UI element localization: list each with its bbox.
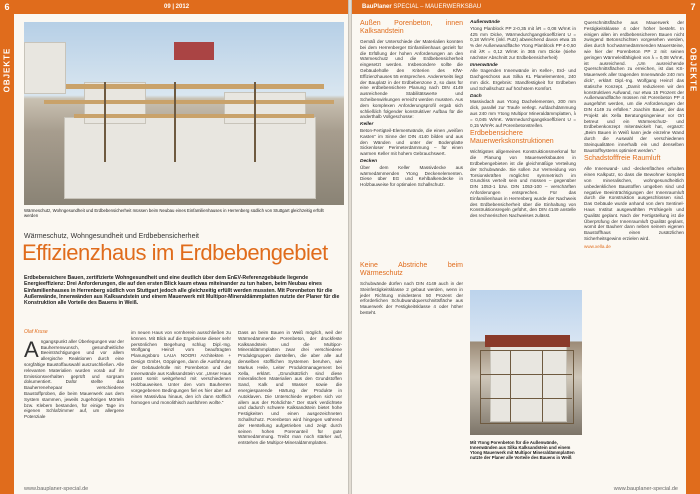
right-col2-para-3: Massivdach aus Ytong Dachelementen, 200 mm dick, parallel zur Traufe verlegt. Aufdachdämmung aus 240 mm Ytong Multipor Mineraldämmplatten, λ = 0,045 W/mK. Wärmedurchgangskoeffizient U = 0,15 W/m²K auf Porenbetonstreifen. [470,99,576,128]
section-heading-erdbeben: Erdbebensichere Mauerwerkskonstruktionen [470,130,554,146]
right-column-1 [360,20,463,190]
footer-url-left[interactable]: www.bauplaner-special.de [24,486,89,492]
section-tab-right [686,0,700,494]
column-1-text: ngangspunkt aller Überlegungen war der Bauherrenwunsch, gesundheitliche Beeinträchtigungen und vor allem allergische Reaktionen durch eine sorgfältige Baustoffauswahl auszuschließen. Alle relevanten Materialien wurden vorab auf ihr Emissionsverhalten geprüft und sorgsam dokumentiert. Dafür stellte das Bauherrenehepaar verschiedene Baustoffproben, die beim Mauerwerk aus dem System stammen, jeweils zugehörigen Mörteln bzw. Klebern bestanden, für einige Tage im eigenen Schlafzimmer auf, um allergene Potenziale [24,338,124,420]
article-column-2: im neuen Haus von vornherein ausschließen zu können. Mit Blick auf die Ergebnisse dieser sehr persönlichen Begehung schlug Dipl.-Ing. Wolfgang Heinzl vom beauftragten Planungsbüro LAUA NOORI Architekten + Design GmbH, Göppingen, dann die Ausführung der Gebäudehülle mit Porenbeton und der Innenwände aus Kalksandstein vor. „Unser Haus passt somit weitgehend mit verschiedenen Holzbauweisen. Unter den vom Bauherren vorgegebenen Bedingungen fiel es hier aber auf einen Massivbau hinaus, den ich dann stofflich homogen und monolithisch ausführen wollte.“ [131,330,231,405]
section-label-left: OBJEKTE [2,47,12,93]
footer-url-right[interactable]: www.bauplaner-special.de [613,486,678,492]
photo-caption-right: Mit Ytong Porenbeton für die Außenwände, Innenwänden aus Silka Kalksandstein und einem Ytong Mauerwerk mit Multipor Mineraldämmplatten nutzte der Planer alle Vorteile des Bauens in Weiß [470,440,575,460]
page-number-left: 6 [4,2,10,12]
right-column-1-lower [360,262,463,318]
article-column-3: Dass an beim Bauen in Weiß möglich, weil der Wärmedämmende Porenbeton, der druckfeste Kalksandstein und die Multipor-Mineraldämmplatten zwar drei verschiedene Produktgruppen darstellen, die aber alle auf denselben stofflichen Systemen beruhen, wie Markus Heile, Leiter Produktmanagement bei Xella, erklärt. „Grundsätzlich sind diese mineralischen Materialien aus den Grundstoffen Sand, Kalk und Wasser sowie die energiesparende Härtung der Produkte in Autoklaven. Die Unterschiede ergeben sich vor allem aus der Rohdichte.“ Der stark verdichtete und dadurch schwere Kalksandstein bietet hohe Festigkeiten und einen ausgezeichneten Schallschutz. Porenbeton wird hingegen während der Herstellung aufgetrieben und zeigt durch seinen hohen Porenanteil für gute Wärmedämmung. Treibt man noch stärker auf, entstehen die Multipor-Mineraldämmplatten. [238,330,342,446]
article-column-1 [24,330,124,420]
right-col1-lower-para: Schubwände dürfen nach DIN 4149 auch in der Steinfestigkeitsklasse 2 gebaut werden, wenn in jeder Richtung mindestens 50 Prozent der erforderlichen Schubwandquerschnittsfläche aus Mauerwerk der Festigkeitsklasse 4 oder höher besteht. [360,281,463,315]
xella-link[interactable]: www.xella.de [584,243,611,249]
right-col1-para-3: Über dem Keller Massivdecke aus wärmedämmenden Ytong Deckenelementen. Diese über EG und Kehlbalkendecke in Holzbauweise für optimalen Schallschutz. [360,164,463,188]
right-col2-para-4: Wichtigstes allgemeines Konstruktionsmerkmal für die Planung von Mauerwerksbauten in Erdbebengebieten ist die gleichmäßige Verteilung der Schubwände. Sie sollen zur Vermeidung von Torsionskräften möglichst symmetrisch im Grundriss verteilt sein und müssen – gegenüber DIN 1053-1 bzw. DIN 1053-100 – verschärften Anforderungen entsprechen. Für das Einfamilienhaus in Herrenberg wurde der Nachweis des Erdbebensicherheit über die Einhaltung von Konstruktionsregeln geführt, den DIN 4149 anstelle des rechnerischen Nachweises zulässt. [470,149,576,219]
dropcap-letter: A [24,336,39,362]
right-col3-para-2: Alle Innenwand- und -deckenflächen erhalten einen Kalkputz, so dass die Bewohner komplett von mineralischen, wohngesundheitlich unbedenklichen Baustoffen umgeben sind und negative Beeinträchtigungen der Innenraumluft durch die Konstruktion ausgeschlossen sind. Das Gebäude wurde anhand von dem Sentinel-Haus Institut ausgewählten Prüfsiegeln und Qualität geplant. Nach der Fertigstellung ist die Überprüfung der Innenraumluft Qualität geplant, womit der Bauherr dann neben seinem eigenen Baustoffhaus einen zusätzlichen Sicherheitsgewinn erzielen wird. [584,166,684,241]
right-page [352,0,700,494]
subheading-innenwaende: Innenwände [470,62,498,68]
subheading-decken: Decken [360,158,378,164]
article-kicker: Wärmeschutz, Wohngesundheit und Erdbebensicherheit [24,233,199,240]
right-col1-para-2: Beton-Fertigteil-Elementwände, die einen „weißen Kasten“ im Sinne der DIN 4140 bilden und aus den Wänden und unter der Bodenplatte Sickenloser Perimeterdämmung – für einen warmen Keller mit hohem Gebrauchswert. [360,127,463,157]
right-column-2 [470,20,576,221]
article-headline: Effizienzhaus im Erdbebengebiet [22,240,328,265]
subheading-keller: Keller [360,122,374,128]
right-col3-para-1: Querschnittsfläche aus Mauerwerk der Festigkeitsklasse 4 oder höher besteht. In einigen allen im erdbebensicheren Bauen nicht zwingend Betonschichten vorgesehen werden, dies durch hochwärmedämmenden Mauersteine, wie hier der Porenbeton PP 2 mit seinen geringen Wärmeleitfähigkeit von λ = 0,08 W/mK, ist ausreichend. „Um ausreichende Querschnittsflächen zu erreichen, ist das KS-Mauerwerk aller tragenden Innenwände 240 mm dick“, erklärt Dipl.-Ing. Wolfgang Heinzl das statische Konzept. „Damit reduzieren wir den konstruktiven Aufwand, nur etwa 15 Prozent der Außenwandfläche müssen mit Porenbeton PP 4 ausgeführt werden, um die Anforderungen der DIN 4149 zu erfüllen.“ Joachim Bauer, der das Projekt als Xella Beratungsingenieur vor Ort betreut und ein Wärmeschutz- und Erdbebenkonzept mitentwickelt hat, ergänzt: „Beim Bauen in Weiß kann jede einzelne Wand durch die Auswahl der verschiedenen Steinqualitäten innerhalb ein und denselben Baustoffsystems optimiert werden.“ [584,20,684,153]
header-left [14,0,348,14]
right-column-3 [584,20,684,251]
subheading-dach: Dach [470,93,482,99]
magazine-title: BauPlaner SPECIAL – MAUERWERKSBAU [362,4,482,10]
scaffold-house-photo [470,290,582,435]
section-heading-porenbeton: Außen Porenbeton, innen Kalksandstein [360,20,463,35]
header-right [352,0,686,14]
page-number-right: 7 [690,2,696,12]
subheading-aussenwaende: Außenwände [470,20,500,25]
left-page [0,0,348,494]
right-col2-para-2: Alle tragenden Innenwände im Keller-, Erd- und Dachgeschoss aus Silka KL Planelementen, 240 mm dick. Ergebnis: Standfestigkeit für Erdbeben und Schallschutz auf höchstem Komfort. [470,68,576,91]
author-name: Olaf Kruse [24,329,48,335]
right-col1-para-1: Gemäß der Unterschiede der Materialien konnten bei dem Herrenberger Einfamilienhaus gezielt für die Erfüllung der hohen Anforderungen an den Wärmeschutz und die Erdbebensicherheit eingesetzt werden. Insbesondere sollte die Gebäudehülle den Kriterien des KfW-Effizienzhauses 55 entsprechen. Andererseits liegt der Bauplatz in der Erdbebenzone 2, so dass für eine erdbebensichere Planung nach DIN 4149 ausreichende Stabilitätswerte und Scheibenwirkungen erreicht werden mussten. Aus dem komplexen Anforderungsprofil ergab sich schließlich folgender konstruktiver Aufbau für die anderthalb Vollgeschosse: [360,39,463,120]
section-heading-waermeschutz: Keine Abstriche beim Wärmeschutz [360,262,463,277]
house-construction-photo [24,22,344,205]
section-heading-raumluft: Schadstofffreie Raumluft [584,155,661,163]
article-intro: Erdbebensichere Bauen, zertifizierte Wohngesundheit und eine deutlich über dem EnEV-Referenzgebäude liegende Energieeffizienz: Drei Anforderungen, die auf den ersten Blick kaum etwas miteinander zu tun haben, beim Neubau eines Einfamilienhauses in Herrenberg südlich von Stuttgart jedoch alle gleichzeitig erfüllt werden mussten. Mit Porenbeton für die Außenwände, Innenwänden aus Kalksandstein und einem Mauerwerk mit Multipor-Mineraldämmplatten nutzte der Planer für die Konstruktion alle Vorteile des Bauens in Weiß. [24,275,340,307]
photo-caption-left: Wärmeschutz, Wohngesundheit und Erdbebensicherheit müssen beim Neubau eines Einfamilienhauses in Herrenberg südlich von Stuttgart gleichzeitig erfüllt werden [24,208,324,218]
issue-label: 09 | 2012 [164,4,190,10]
right-col2-para-1: Ytong Planblock PP 2-0,35 mit λR = 0,08 W/mK in 425 mm Dicke, Wärmedurchgangskoeffizient U = 0,18 W/m²K (inkl. Putz) abweichend davon etwa 15 % der Außenwandfläche Ytong Planblock PP 4-0,50 mit λR = 0,12 W/mK in 365 mm Dicke (siehe nächster Abschnitt zur Erdbebensicherheit) [470,25,576,60]
section-tab-left [0,0,14,494]
section-label-right: OBJEKTE [688,47,698,93]
